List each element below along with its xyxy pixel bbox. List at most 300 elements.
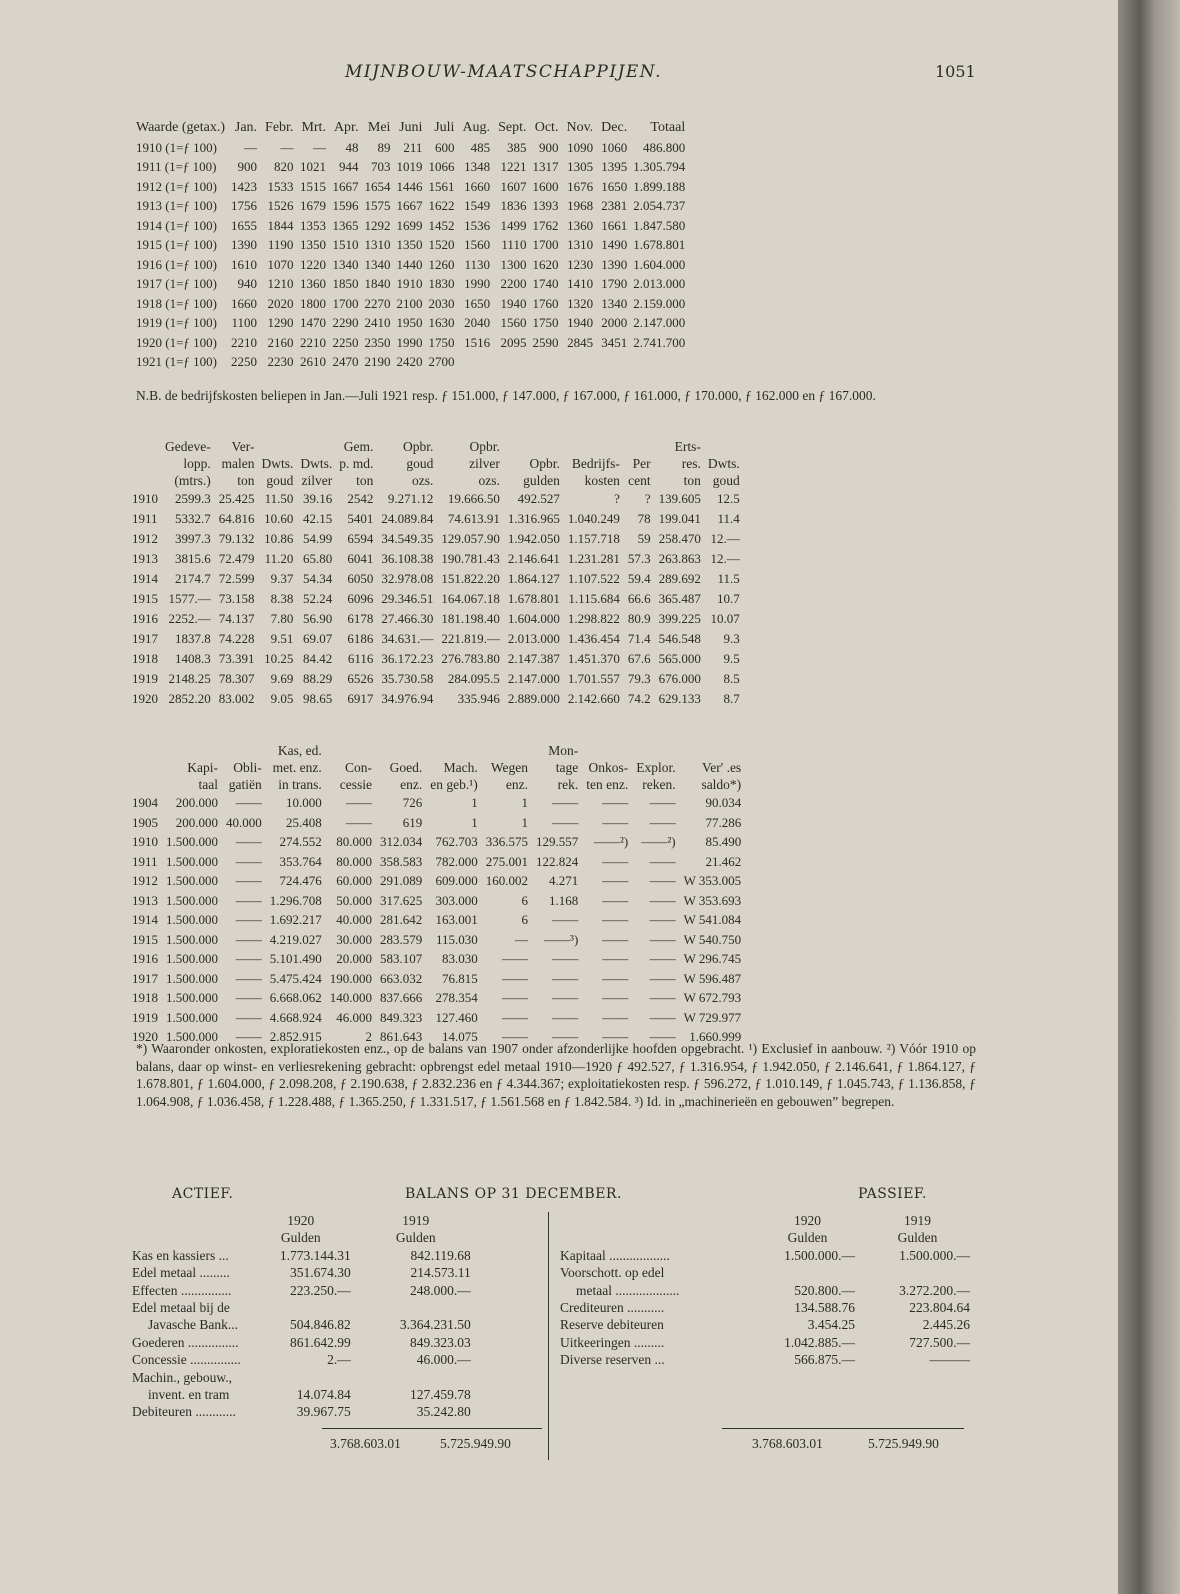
table-cell: 2190 <box>364 354 391 369</box>
table-cell: 1910 <box>132 834 158 849</box>
table-cell: 40.000 <box>226 814 262 830</box>
table-cell <box>627 352 685 372</box>
table-cell: 1740 <box>532 276 559 291</box>
table-cell: 9.37 <box>270 571 294 586</box>
balance-value: 3.272.200.— <box>899 1282 970 1298</box>
column-header: ton <box>237 473 255 488</box>
table-cell: 2599.3 <box>174 491 211 506</box>
table-cell: 485 <box>470 139 491 155</box>
table-cell: 1.316.965 <box>507 511 560 526</box>
table-cell: —— <box>602 873 629 888</box>
table-row <box>132 930 741 950</box>
table-cell: 3997.3 <box>174 531 211 546</box>
column-header <box>254 438 293 455</box>
table-cell: 9.05 <box>270 691 294 706</box>
table-cell <box>558 352 593 372</box>
table-cell: 358.583 <box>380 853 423 869</box>
table-cell: 1914 <box>132 912 158 927</box>
table-cell: 317.625 <box>380 892 423 908</box>
table-row <box>132 910 741 930</box>
column-header: Sept. <box>498 120 527 135</box>
table-cell: 1561 <box>428 178 455 194</box>
table-cell: —— <box>502 1009 529 1025</box>
column-header <box>500 438 560 455</box>
table-cell: 76.815 <box>442 970 478 986</box>
column-header: ton <box>683 473 701 488</box>
table-cell: 2.889.000 <box>507 691 560 706</box>
balance-value: 1.773.144.31 <box>279 1247 351 1263</box>
column-header: Dwts. <box>707 456 740 471</box>
table-cell: 6 <box>521 912 529 927</box>
table-cell: 849.323 <box>380 1009 423 1025</box>
table-cell: 1.500.000 <box>166 853 218 869</box>
table-cell: 19.666.50 <box>447 491 500 506</box>
table-cell: 1536 <box>464 217 491 233</box>
table-cell: 1353 <box>299 217 326 233</box>
table-cell: 335.946 <box>457 691 500 706</box>
column-header: (mtrs.) <box>174 473 211 488</box>
table-cell: 2174.7 <box>174 571 211 586</box>
table-cell: 1340 <box>601 295 628 311</box>
table-cell: 1990 <box>396 334 423 350</box>
table-cell: 2.159.000 <box>633 295 686 311</box>
column-header: Con- <box>345 760 372 775</box>
header-row <box>132 472 740 489</box>
table-cell: 486.800 <box>642 139 686 155</box>
table-cell: —— <box>649 873 676 888</box>
balance-value: 214.573.11 <box>410 1265 471 1281</box>
balance-value: 504.846.82 <box>290 1317 351 1333</box>
table-cell: 1.604.000 <box>507 611 560 626</box>
table-cell: 1660 <box>231 295 258 311</box>
column-header: Nov. <box>566 120 594 135</box>
table-cell: 2410 <box>364 315 391 330</box>
table-cell: 303.000 <box>435 892 478 908</box>
table-cell: 1912 (1=ƒ 100) <box>136 178 217 194</box>
table-cell: 2.054.737 <box>633 198 686 213</box>
balance-value: 1.500.000.— <box>784 1247 855 1263</box>
table-cell: 1840 <box>364 276 391 291</box>
table-cell: 1490 <box>601 237 628 252</box>
table-cell: 1.500.000 <box>166 931 218 947</box>
table-cell: —— <box>602 931 629 947</box>
table-cell: 1750 <box>428 334 455 350</box>
balans-title: BALANS OP 31 DECEMBER. <box>405 1186 622 1202</box>
balance-value: 223.250.— <box>290 1282 351 1298</box>
column-header: Mrt. <box>301 120 326 135</box>
table-cell: 199.041 <box>658 511 701 526</box>
column-header: ozs. <box>478 473 500 488</box>
table-cell: 35.730.58 <box>381 671 434 686</box>
table-cell: 12.— <box>710 531 740 546</box>
table-cell: W 353.005 <box>683 873 742 888</box>
table-cell: —— <box>649 853 676 869</box>
table-cell: 1365 <box>332 217 359 233</box>
table-cell: —— <box>552 795 579 810</box>
table-cell: 83.030 <box>442 951 478 966</box>
table-cell: 160.002 <box>485 873 529 888</box>
balance-label: Voorschott. op edel <box>560 1265 665 1281</box>
table-cell: 1470 <box>299 315 326 330</box>
table-cell: —— <box>552 990 579 1005</box>
table-cell: 52.24 <box>303 591 333 606</box>
table-cell: W 353.693 <box>683 892 742 908</box>
table-cell: 1560 <box>464 237 491 252</box>
table-cell: 77.286 <box>705 814 742 830</box>
table-cell: 74.613.91 <box>447 511 500 526</box>
column-header: Jan. <box>234 120 258 135</box>
waarde-header-row <box>136 118 685 138</box>
balance-value <box>855 1264 970 1281</box>
table-cell: 64.816 <box>218 511 255 526</box>
table-cell: 365.487 <box>658 591 701 606</box>
table-cell: 20.000 <box>336 951 372 966</box>
table-cell: 6526 <box>347 671 374 686</box>
table-cell: 181.198.40 <box>441 611 500 626</box>
table-cell: 1610 <box>231 256 258 272</box>
table-row <box>132 549 740 569</box>
table-cell: 66.6 <box>627 591 651 606</box>
table-cell: 1 <box>471 795 478 810</box>
table-cell: 34.976.94 <box>381 691 434 706</box>
column-header: Apr. <box>333 120 359 135</box>
table-cell: 820 <box>273 159 294 174</box>
table-cell: 32.978.08 <box>381 571 434 586</box>
table-cell: 278.354 <box>435 990 478 1005</box>
actief-table <box>132 1212 471 1421</box>
table-cell: 1021 <box>299 159 326 174</box>
table-cell: —— <box>235 1009 262 1025</box>
table-cell: 2020 <box>267 295 294 311</box>
table-cell: 2470 <box>332 354 359 369</box>
table-cell: 1410 <box>567 276 594 291</box>
column-header: Juli <box>434 120 455 135</box>
table-cell: 275.001 <box>485 853 529 869</box>
table-cell: 1393 <box>532 198 559 213</box>
table-cell: 258.470 <box>658 531 701 546</box>
table-row <box>132 832 741 852</box>
table-cell: 1.500.000 <box>166 970 218 986</box>
column-header: Mei <box>367 120 391 135</box>
table-cell: 2.142.660 <box>567 691 620 706</box>
table-cell: 6041 <box>347 551 374 566</box>
table-cell: 8.7 <box>723 691 740 706</box>
table-cell: 837.666 <box>380 990 423 1005</box>
table-cell: 1.678.801 <box>507 591 560 606</box>
table-cell: —— <box>235 912 262 927</box>
table-cell: 1914 (1=ƒ 100) <box>136 217 217 233</box>
table-cell: 2148.25 <box>168 671 211 686</box>
actief-total-1920: 3.768.603.01 <box>330 1436 401 1451</box>
balance-label: Crediteuren ........... <box>560 1300 665 1316</box>
table-cell: 42.15 <box>303 511 333 526</box>
table-cell: 1850 <box>332 276 359 291</box>
table-cell: 10.07 <box>710 611 740 626</box>
balance-row <box>132 1247 471 1264</box>
table-cell: 48 <box>345 139 359 155</box>
table-cell: 1918 <box>132 990 158 1005</box>
table-cell: —— <box>649 1009 676 1025</box>
table-cell: 1917 <box>132 631 158 646</box>
table-cell: 1533 <box>267 178 294 194</box>
table-cell: —— <box>552 970 579 986</box>
table-cell: 1348 <box>464 159 491 174</box>
table-cell: 10.60 <box>264 511 294 526</box>
table-cell: 1.040.249 <box>567 511 620 526</box>
table-cell: 200.000 <box>175 795 218 810</box>
table-cell: 200.000 <box>175 814 218 830</box>
table-cell: —— <box>235 892 262 908</box>
table-cell: 1220 <box>299 256 326 272</box>
table-cell: 1260 <box>428 256 455 272</box>
balance-label: Effecten ............... <box>132 1282 232 1298</box>
balance-row <box>132 1351 471 1368</box>
table-cell: — <box>312 139 326 155</box>
balance-row <box>132 1316 471 1333</box>
table-cell: 2230 <box>267 354 294 369</box>
table-cell: —— <box>649 814 676 830</box>
table-cell: —— <box>552 1029 579 1044</box>
table-cell: W 672.793 <box>683 990 742 1005</box>
table-cell: 2100 <box>396 295 423 311</box>
table-cell: 2.013.000 <box>507 631 560 646</box>
table-cell: —— <box>235 873 262 888</box>
balance-value: 1.042.885.— <box>784 1334 855 1350</box>
table-cell: 6186 <box>347 631 374 646</box>
table-row <box>132 529 740 549</box>
column-header: reken. <box>642 777 676 792</box>
table-cell: 1650 <box>464 295 491 311</box>
table-cell: 1320 <box>567 295 594 311</box>
balance-value <box>241 1369 351 1386</box>
table-row <box>136 255 685 275</box>
column-header <box>578 742 628 759</box>
column-header: Ver' .es <box>702 760 742 775</box>
balance-label: Debiteuren ............ <box>132 1404 236 1420</box>
table-cell: 2270 <box>364 295 391 311</box>
table-cell: 2040 <box>464 315 491 330</box>
table-cell: —— <box>649 912 676 927</box>
table-cell: 1.942.050 <box>507 531 560 546</box>
table-cell: —— <box>649 892 676 908</box>
table-cell: 98.65 <box>303 691 333 706</box>
table-cell: 263.863 <box>658 551 701 566</box>
balance-label: Machin., gebouw., <box>132 1369 232 1385</box>
table-cell: —— <box>602 853 629 869</box>
table-cell: —— <box>235 834 262 849</box>
table-cell: 1650 <box>601 178 628 194</box>
running-title: MIJNBOUW-MAATSCHAPPIJEN. <box>345 62 662 82</box>
column-header: gatiën <box>228 777 262 792</box>
column-header: Totaal <box>650 120 686 135</box>
table-cell: 1920 <box>132 691 158 706</box>
table-cell: 1.451.370 <box>567 651 620 666</box>
table-cell: 12.— <box>710 551 740 566</box>
balance-label: Kapitaal .................. <box>560 1247 670 1263</box>
table-cell: 1190 <box>267 237 294 252</box>
table-cell: 34.631.— <box>381 631 434 646</box>
table-cell: ——²) <box>594 834 629 849</box>
table-cell: 4.271 <box>549 873 579 888</box>
table-cell: 274.552 <box>279 834 322 849</box>
table-row <box>132 629 740 649</box>
table-cell: 67.6 <box>627 651 651 666</box>
table-cell: 1066 <box>428 159 455 174</box>
table-cell: 71.4 <box>627 631 651 646</box>
column-header: Juni <box>399 120 423 135</box>
table-cell: 1917 <box>132 970 158 986</box>
table-cell: 312.034 <box>380 834 423 849</box>
column-header <box>322 742 372 759</box>
table-cell: 1350 <box>299 237 326 252</box>
table-row <box>136 177 685 197</box>
table-cell: 782.000 <box>435 853 478 869</box>
table-cell: 74.228 <box>218 631 255 646</box>
balance-value: 727.500.— <box>909 1334 970 1350</box>
table-cell: 2350 <box>364 334 391 350</box>
table-row <box>132 871 741 891</box>
table-cell: —— <box>602 990 629 1005</box>
passief-table <box>560 1212 970 1369</box>
table-cell: 1607 <box>500 178 527 194</box>
table-cell: 1360 <box>567 217 594 233</box>
header-row <box>132 776 741 793</box>
table-cell: 11.5 <box>717 571 740 586</box>
table-cell: ——²) <box>641 834 676 849</box>
table-cell: 9.3 <box>723 631 740 646</box>
table-row <box>132 813 741 833</box>
table-cell: 79.3 <box>627 671 651 686</box>
table-cell: 1913 <box>132 892 158 908</box>
table-row <box>132 649 740 669</box>
table-cell <box>526 352 558 372</box>
table-cell: 1667 <box>332 178 359 194</box>
table-cell: 1.500.000 <box>166 1029 218 1044</box>
table-cell: 1.692.217 <box>269 912 322 927</box>
table-cell: 163.001 <box>435 912 478 927</box>
table-cell: 3815.6 <box>174 551 211 566</box>
balance-label: Kas en kassiers ... <box>132 1247 229 1263</box>
table-cell: 9.5 <box>723 651 740 666</box>
balance-value: 842.119.68 <box>410 1247 471 1263</box>
table-cell: 1.500.000 <box>166 873 218 888</box>
table-cell: 283.579 <box>380 931 423 947</box>
column-header: kosten <box>584 473 620 488</box>
passief-total-1919: 5.725.949.90 <box>868 1436 939 1451</box>
table-cell: 127.460 <box>435 1009 478 1025</box>
column-header: malen <box>221 456 255 471</box>
column-header <box>132 438 158 455</box>
table-cell: 1.500.000 <box>166 1009 218 1025</box>
table-cell: 1910 <box>396 276 423 291</box>
table-cell: 1575 <box>364 198 391 213</box>
table-cell: 1.436.454 <box>567 631 620 646</box>
column-header <box>132 472 158 489</box>
table-cell: 2.741.700 <box>633 334 686 350</box>
column-header: enz. <box>505 777 529 792</box>
table-cell: 79.132 <box>218 531 255 546</box>
balance-value: 2.— <box>327 1352 351 1368</box>
table-cell: 1 <box>521 795 529 810</box>
table-cell: 9.51 <box>270 631 294 646</box>
table-cell: 663.032 <box>380 970 423 986</box>
table-cell: 57.3 <box>627 551 651 566</box>
table-cell: 1622 <box>428 198 455 213</box>
column-header: Opbr. <box>403 439 434 454</box>
table-cell: 140.000 <box>329 990 372 1005</box>
table-cell: 2.147.000 <box>633 315 686 330</box>
column-header: Opbr. <box>529 456 560 471</box>
table-cell: 69.07 <box>303 631 333 646</box>
table-cell: —— <box>346 795 372 810</box>
table-cell: 609.000 <box>435 873 478 888</box>
table-cell: 1844 <box>267 217 294 233</box>
table-cell: 78.307 <box>218 671 255 686</box>
column-header: rek. <box>557 777 579 792</box>
table-cell: 1912 <box>132 531 158 546</box>
table-cell: 1910 <box>132 491 158 506</box>
table-cell: 1.678.801 <box>633 237 686 252</box>
table-cell: 676.000 <box>658 671 701 686</box>
balance-label: Concessie ............... <box>132 1352 241 1368</box>
table-cell: 1.500.000 <box>166 912 218 927</box>
table-cell: 1913 <box>132 551 158 566</box>
footnotes: *) Waaronder onkosten, exploratiekosten enz., op de balans van 1907 onder afzonderlijke hoofden opgebracht. ¹) Exclusief in aanbouw. ²) Vóór 1910 op balans, daar op winst- en verliesrekening gebracht: opbrengst edel metaal 1910—1920 ƒ 492.527, ƒ 1.316.954, ƒ 1.942.050, ƒ 2.146.641, ƒ 1.864.127, ƒ 1.678.801, ƒ 1.604.000, ƒ 2.098.208, ƒ 2.190.638, ƒ 2.832.236 en ƒ 4.344.367; exploitatiekosten resp. ƒ 596.272, ƒ 1.010.149, ƒ 1.045.743, ƒ 1.136.858, ƒ 1.064.908, ƒ 1.036.458, ƒ 1.228.488, ƒ 1.365.250, ƒ 1.331.517, ƒ 1.561.568 en ƒ 1.842.584. ³) Id. in „machinerieën en gebouwen” begrepen. <box>136 1041 976 1109</box>
balance-value: 248.000.— <box>410 1282 471 1298</box>
table-cell: —— <box>602 795 629 810</box>
balance-value: 14.074.84 <box>296 1387 351 1403</box>
table-cell: 291.089 <box>380 873 423 888</box>
table-cell: 1070 <box>267 256 294 272</box>
column-header: Aug. <box>462 120 491 135</box>
table-row <box>132 949 741 969</box>
column-header: ozs. <box>412 473 434 488</box>
table-cell: 1910 (1=ƒ 100) <box>136 139 217 155</box>
table-cell: 1.231.281 <box>567 551 620 566</box>
table-row <box>132 609 740 629</box>
table-cell: 1526 <box>267 198 294 213</box>
table-cell: 1390 <box>601 256 628 272</box>
table-cell: 1911 (1=ƒ 100) <box>136 159 217 174</box>
table-cell: 1340 <box>332 256 359 272</box>
table-cell: —— <box>552 1009 579 1025</box>
table-cell: 1620 <box>532 256 559 272</box>
table-cell: 1446 <box>396 178 423 194</box>
table-cell: 2290 <box>332 315 359 330</box>
table-cell: 1667 <box>396 198 423 213</box>
table-row <box>132 988 741 1008</box>
table-cell: 1.847.580 <box>633 217 686 233</box>
table-cell: 122.824 <box>536 853 579 869</box>
table-row <box>136 216 685 236</box>
table-cell: 1560 <box>500 315 527 330</box>
table-cell: 1499 <box>500 217 527 233</box>
production-table <box>132 438 740 709</box>
table-row <box>136 157 685 177</box>
column-header: met. enz. <box>272 760 322 775</box>
table-cell: —— <box>502 1029 529 1044</box>
table-cell <box>490 352 526 372</box>
year-heading: 1919 <box>402 1213 430 1228</box>
column-header: goud <box>712 473 740 488</box>
table-row <box>136 196 685 216</box>
table-cell: 2610 <box>299 354 326 369</box>
balance-label: invent. en tram <box>148 1387 230 1403</box>
table-cell: 1.157.718 <box>567 531 620 546</box>
table-cell: 1919 <box>132 1009 158 1025</box>
column-header: enz. <box>400 777 423 792</box>
table-cell: 6917 <box>347 691 374 706</box>
